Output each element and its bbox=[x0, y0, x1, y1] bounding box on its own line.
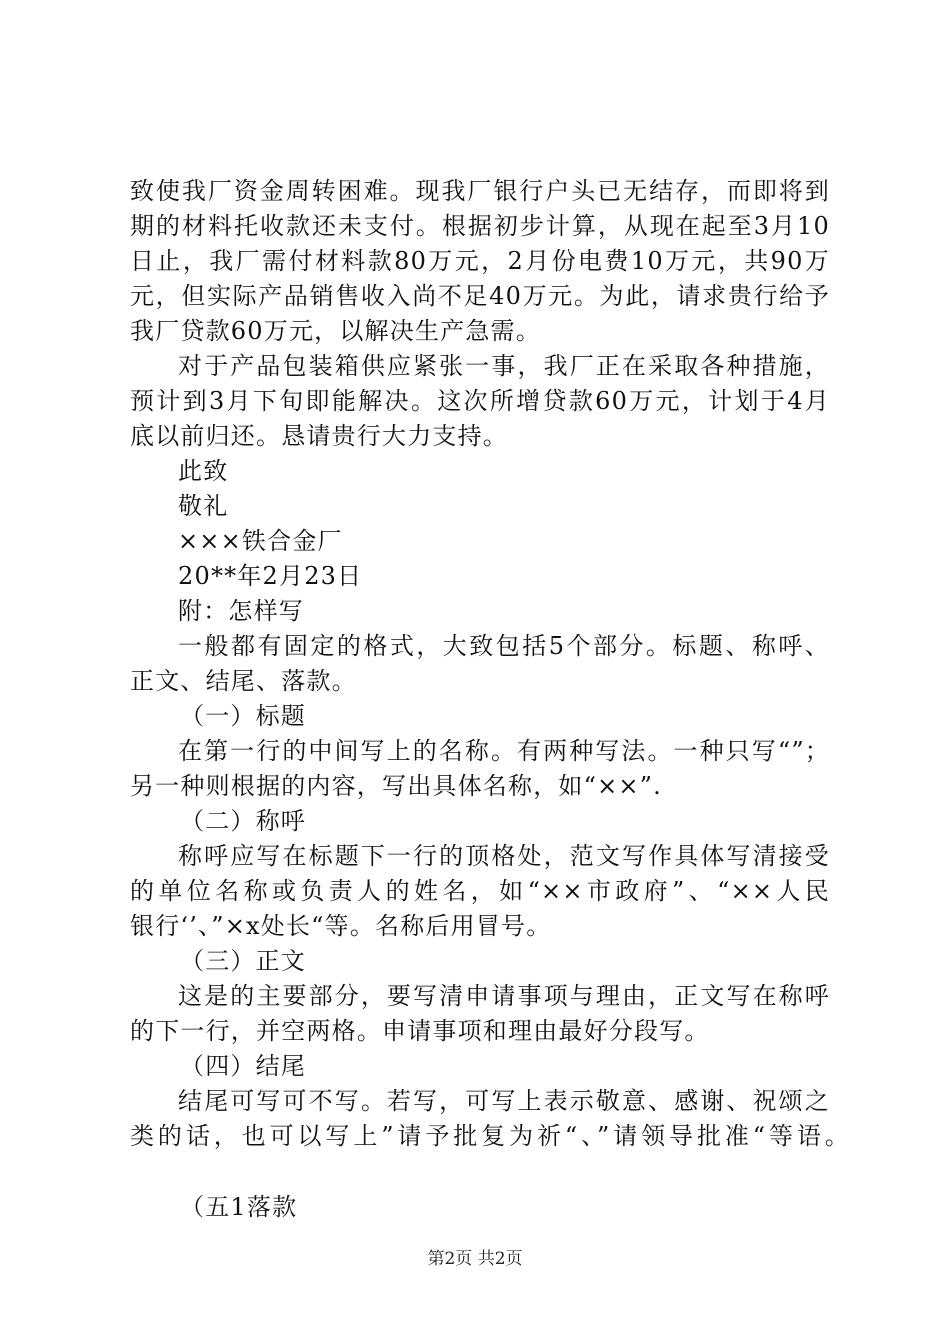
page-number: 第2页 共2页 bbox=[427, 1249, 523, 1269]
body-line: 类的话，也可以写上”请予批复为祈“、”请领导批准“等语。 bbox=[130, 1122, 850, 1150]
body-line: 对于产品包装箱供应紧张一事，我厂正在采取各种措施， bbox=[178, 352, 830, 380]
closing-line: 敬礼 bbox=[178, 492, 229, 520]
body-line: 正文、结尾、落款。 bbox=[130, 667, 357, 695]
body-line: 期的材料托收款还未支付。根据初步计算，从现在起至3月10 bbox=[130, 212, 830, 240]
closing-line: 此致 bbox=[178, 457, 229, 485]
body-line: 的下一行，并空两格。申请事项和理由最好分段写。 bbox=[130, 1017, 710, 1045]
body-line: 一般都有固定的格式，大致包括5个部分。标题、称呼、 bbox=[178, 632, 830, 660]
section-heading: （三）正文 bbox=[180, 947, 306, 975]
body-line: 称呼应写在标题下一行的顶格处，范文写作具体写清接受 bbox=[178, 842, 830, 870]
body-line: 银行‘’、”×x处长“等。名称后用冒号。 bbox=[130, 912, 552, 940]
body-line: 日止，我厂需付材料款80万元，2月份电费10万元，共90万 bbox=[130, 247, 830, 275]
body-line: 这是的主要部分，要写清申请事项与理由，正文写在称呼 bbox=[178, 982, 830, 1010]
body-line: 另一种则根据的内容，写出具体名称，如“××”. bbox=[130, 772, 662, 800]
section-heading: （五1落款 bbox=[180, 1193, 298, 1221]
body-line: 预计到3月下旬即能解决。这次所增贷款60万元，计划于4月 bbox=[130, 387, 830, 415]
appendix-heading: 附：怎样写 bbox=[178, 597, 304, 625]
signature-line: ×××铁合金厂 bbox=[178, 527, 343, 555]
section-heading: （四）结尾 bbox=[180, 1052, 306, 1080]
date-line: 20**年2月23日 bbox=[178, 562, 363, 590]
body-line: 我厂贷款60万元，以解决生产急需。 bbox=[130, 317, 541, 345]
body-line: 底以前归还。恳请贵行大力支持。 bbox=[130, 422, 508, 450]
body-line: 元，但实际产品销售收入尚不足40万元。为此，请求贵行给予 bbox=[130, 282, 830, 310]
section-heading: （二）称呼 bbox=[180, 807, 306, 835]
section-heading: （一）标题 bbox=[180, 702, 306, 730]
body-line: 致使我厂资金周转困难。现我厂银行户头已无结存，而即将到 bbox=[130, 177, 830, 205]
body-line: 在第一行的中间写上的名称。有两种写法。一种只写“”； bbox=[178, 737, 830, 765]
body-line: 的单位名称或负责人的姓名，如“××市政府”、“××人民 bbox=[130, 877, 830, 905]
body-line: 结尾可写可不写。若写，可写上表示敬意、感谢、祝颂之 bbox=[178, 1087, 830, 1115]
